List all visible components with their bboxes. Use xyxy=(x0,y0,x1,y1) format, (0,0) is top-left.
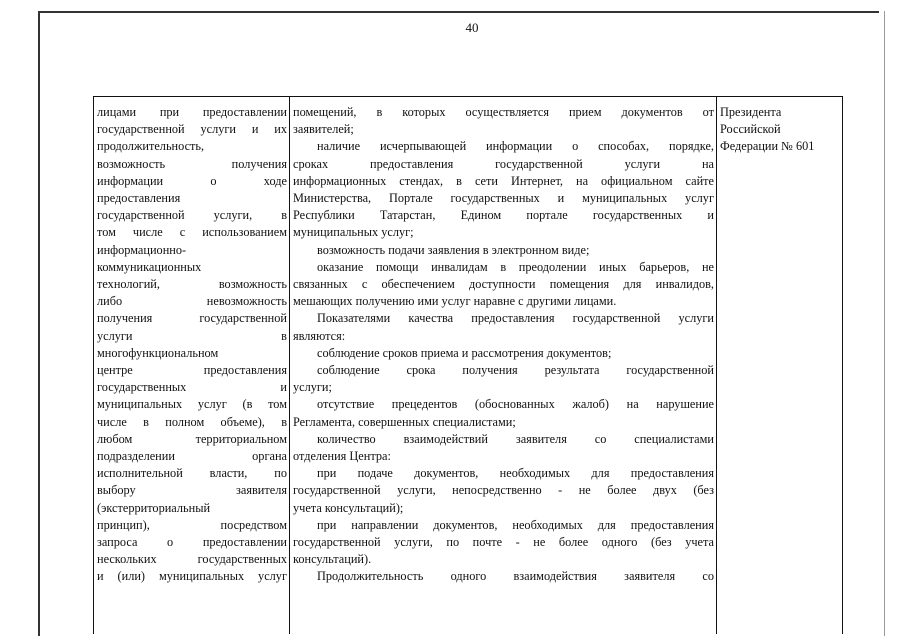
text-line: муниципальных услуг; xyxy=(293,225,414,240)
text-line: либо невозможность xyxy=(97,294,287,309)
text-line: помещений, в которых осуществляется прием документов от xyxy=(293,105,714,119)
table-row xyxy=(94,97,843,635)
text-line: государственной услуги, в xyxy=(97,208,287,223)
reference-column xyxy=(717,97,843,635)
text-line: Министерства, Портале государственных и муниципальных услуг xyxy=(293,191,714,206)
text-line: соблюдение сроков приема и рассмотрения документов; xyxy=(317,345,612,360)
text-line: получения государственной xyxy=(97,311,287,326)
text-line: связанных с обеспечением доступности помещения для инвалидов, xyxy=(293,277,714,292)
page-number: 40 xyxy=(465,20,479,35)
text-line: заявителей; xyxy=(293,122,354,137)
text-line: услуги в xyxy=(97,328,287,343)
text-line: продолжительность, xyxy=(97,139,205,154)
text-line: муниципальных услуг (в том xyxy=(97,397,287,412)
text-line: отсутствие прецедентов (обоснованных жалоб) на нарушение xyxy=(317,397,714,412)
text-line: консультаций). xyxy=(293,552,372,567)
scan-edge-top xyxy=(39,11,879,13)
text-line: Регламента, совершенных специалистами; xyxy=(293,414,516,429)
text-line: Республики Татарстан, Едином портале государственных и xyxy=(293,208,714,223)
text-line: коммуникационных xyxy=(97,259,202,274)
text-line: при направлении документов, необходимых для предоставления xyxy=(317,517,714,532)
scan-edge-left xyxy=(38,11,40,636)
text-line: оказание помощи инвалидам в преодолении иных барьеров, не xyxy=(317,259,714,274)
text-line: государственных и xyxy=(97,380,287,395)
text-line: Показателями качества предоставления государственной услуги xyxy=(317,311,714,326)
text-line: выбору заявителя xyxy=(97,483,287,498)
text-line: числе в полном объеме), в xyxy=(97,414,287,429)
text-line: учета консультаций); xyxy=(293,500,404,515)
text-line: лицами при предоставлении xyxy=(97,105,287,119)
text-line: принцип), посредством xyxy=(97,517,287,532)
text-line: услуги; xyxy=(293,380,332,395)
text-line: информационно- xyxy=(97,242,187,257)
text-line: государственной услуги, по почте - не более одного (без учета xyxy=(293,535,714,550)
text-line: центре предоставления xyxy=(97,363,287,378)
text-line: (экстерриториальный xyxy=(97,500,211,515)
text-line: информации о ходе xyxy=(97,173,287,188)
text-line: многофункциональном xyxy=(97,345,219,360)
text-line: при подаче документов, необходимых для предоставления xyxy=(317,466,714,481)
text-line: том числе с использованием xyxy=(97,225,287,240)
text-line: государственной услуги и их xyxy=(97,122,287,137)
text-line: являются: xyxy=(293,328,346,343)
text-line: технологий, возможность xyxy=(97,277,287,292)
text-line: возможность подачи заявления в электронном виде; xyxy=(317,242,590,257)
text-line: наличие исчерпывающей информации о способах, порядке, xyxy=(317,139,714,154)
criteria-column xyxy=(94,97,290,635)
text-line: соблюдение срока получения результата государственной xyxy=(317,363,714,378)
regulation-table xyxy=(93,96,843,634)
text-line: возможность получения xyxy=(97,156,287,171)
text-line: запроса о предоставлении xyxy=(97,535,287,550)
text-line: исполнительной власти, по xyxy=(97,466,287,481)
text-line: информационных стендах, в сети Интернет, на официальном сайте xyxy=(293,173,714,188)
text-line: предоставления xyxy=(97,191,181,206)
description-column xyxy=(290,97,717,635)
scan-edge-right xyxy=(884,11,885,636)
text-line: Российской xyxy=(720,122,781,137)
text-line: сроках предоставления государственной услуги на xyxy=(293,156,714,171)
text-line: нескольких государственных xyxy=(97,552,287,567)
text-line: подразделении органа xyxy=(97,449,287,464)
text-line: количество взаимодействий заявителя со специалистами xyxy=(317,431,714,446)
text-line: и (или) муниципальных услуг xyxy=(97,569,287,584)
text-line: Продолжительность одного взаимодействия заявителя со xyxy=(317,569,714,584)
text-line: Федерации № 601 xyxy=(720,139,815,154)
text-line: мешающих получению ими услуг наравне с другими лицами. xyxy=(293,294,617,309)
text-line: отделения Центра: xyxy=(293,449,391,464)
text-line: государственной услуги, непосредственно - не более двух (без xyxy=(293,483,714,498)
text-line: любом территориальном xyxy=(97,431,287,446)
text-line: Президента xyxy=(720,105,782,119)
